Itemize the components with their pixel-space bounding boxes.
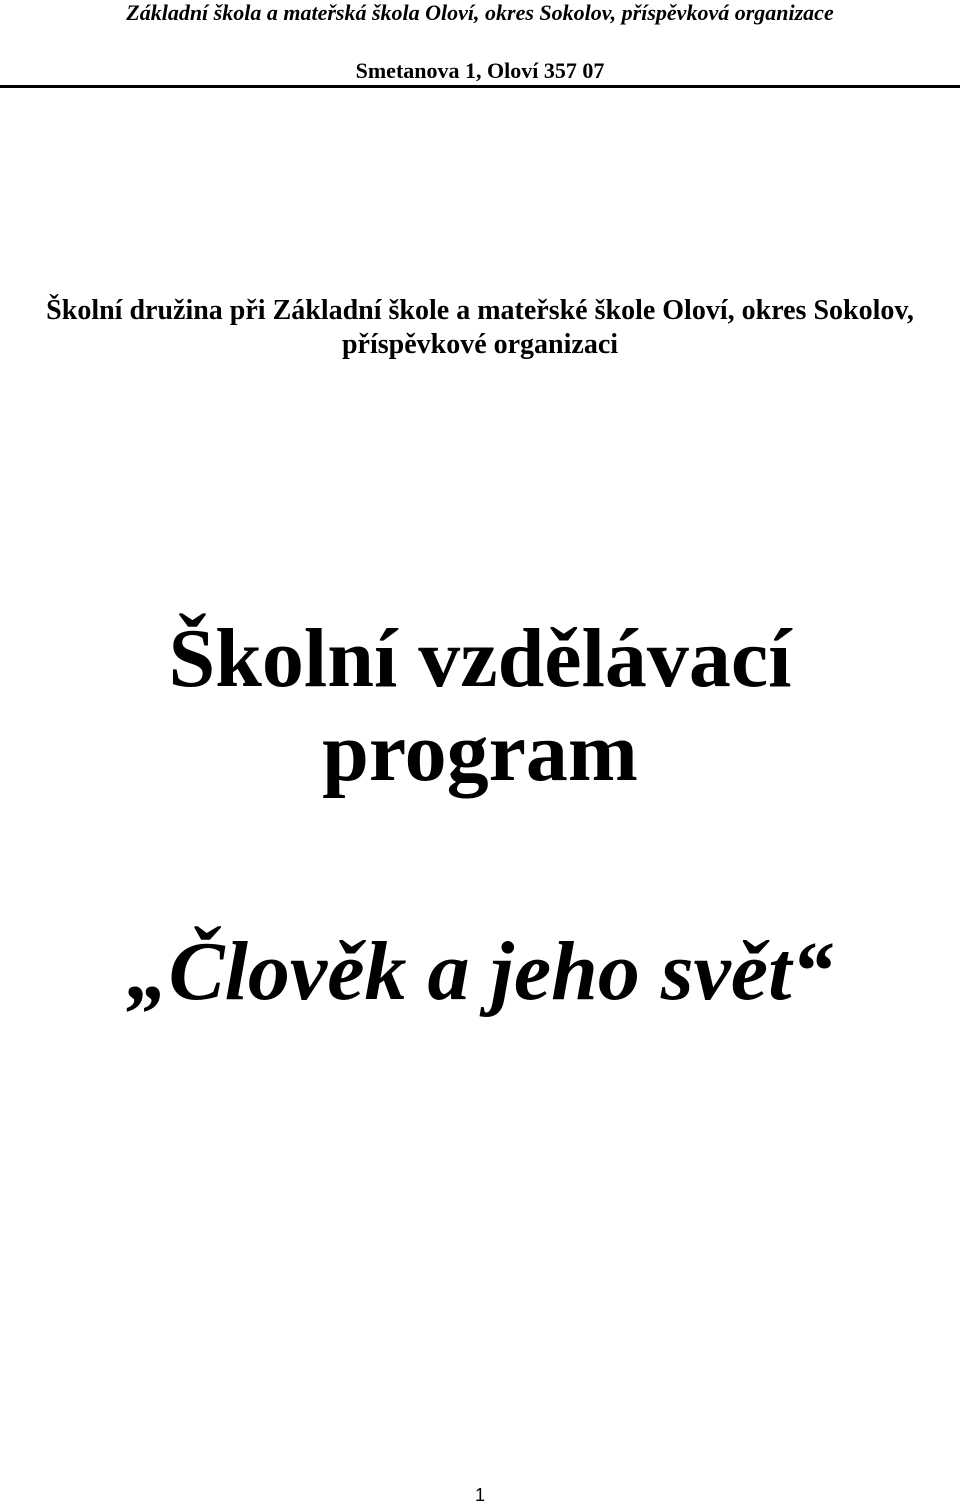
organization-line-2: příspěvkové organizaci xyxy=(341,329,619,360)
header-school-name: Základní škola a mateřská škola Oloví, okres Sokolov, příspěvková organizace xyxy=(126,0,834,25)
organization-line-1: Školní družina při Základní škole a mateřské škole Oloví, okres Sokolov, xyxy=(46,295,914,326)
organization-heading xyxy=(0,294,960,362)
header-divider xyxy=(0,85,960,88)
title-line-1: Školní vzdělávací xyxy=(168,612,792,705)
page-number: 1 xyxy=(474,1485,485,1505)
document-subtitle: „Člověk a jeho svět“ xyxy=(126,925,834,1018)
title-line-2: program xyxy=(322,706,638,799)
header-address: Smetanova 1, Oloví 357 07 xyxy=(355,58,605,83)
document-title xyxy=(0,612,960,800)
